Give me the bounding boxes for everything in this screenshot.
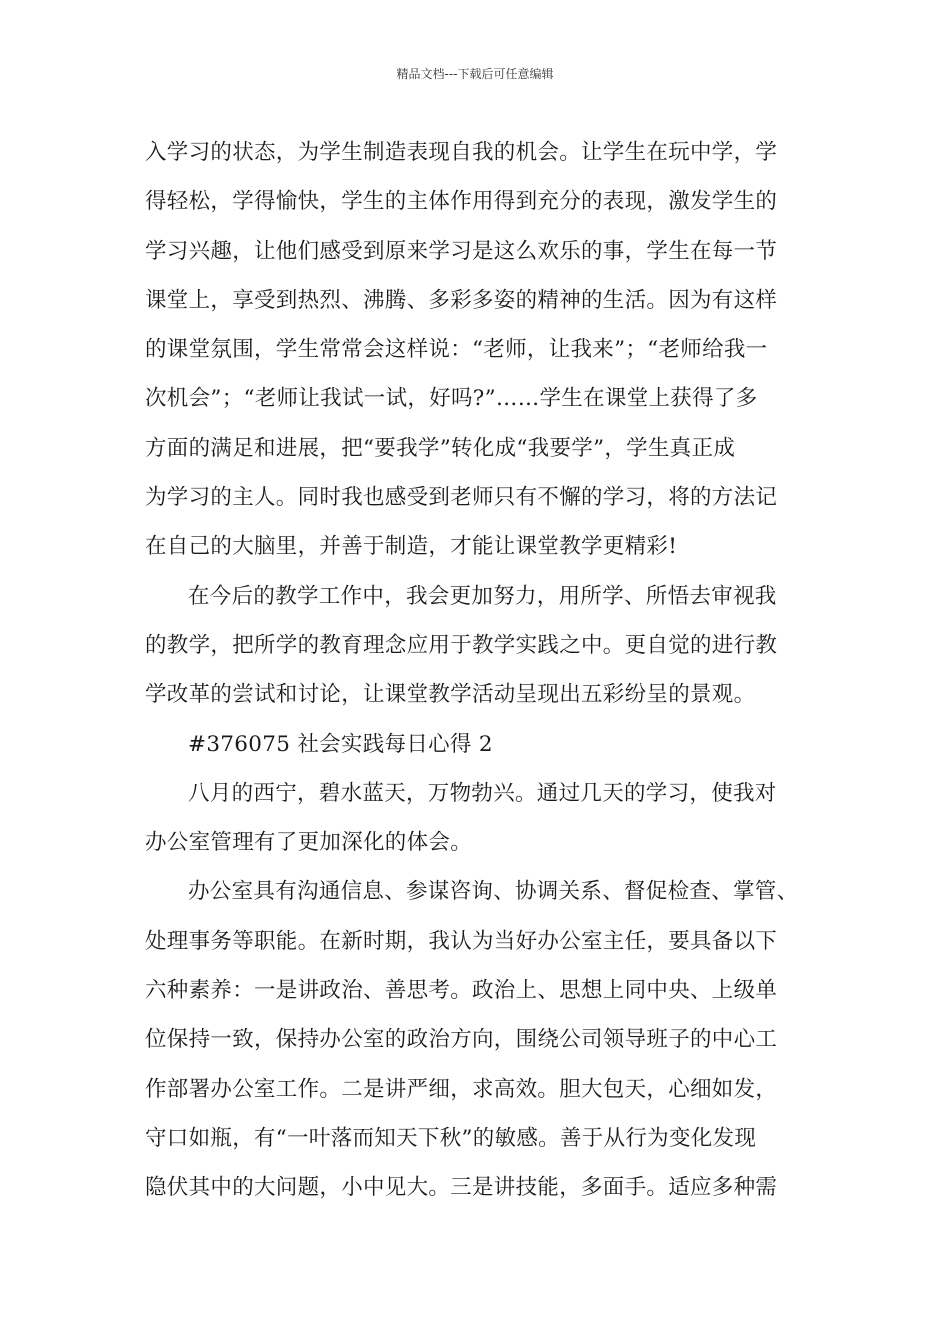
text-line: 守口如瓶，有“一叶落而知天下秋”的敏感。善于从行为变化发现 (145, 1125, 757, 1151)
text-line: 课堂上，享受到热烈、沸腾、多彩多姿的精神的生活。因为有这样 (145, 287, 778, 313)
text-line: 办公室管理有了更加深化的体会。 (145, 830, 473, 856)
text-line: 处理事务等职能。在新时期，我认为当好办公室主任，要具备以下 (145, 928, 778, 954)
text-line: 作部署办公室工作。二是讲严细，求高效。胆大包天，心细如发， (145, 1076, 778, 1102)
text-line: 的教学，把所学的教育理念应用于教学实践之中。更自觉的进行教 (145, 632, 778, 658)
text-line: 六种素养：一是讲政治、善思考。政治上、思想上同中央、上级单 (145, 978, 778, 1004)
text-line: 为学习的主人。同时我也感受到老师只有不懈的学习，将的方法记 (145, 485, 778, 511)
paragraph-start-line: 在今后的教学工作中，我会更加努力，用所学、所悟去审视我 (188, 583, 777, 609)
text-line: 的课堂氛围，学生常常会这样说：“老师，让我来”；“老师给我一 (145, 337, 768, 363)
text-line: 得轻松，学得愉快，学生的主体作用得到充分的表现，激发学生的 (145, 189, 778, 215)
text-line: 入学习的状态，为学生制造表现自我的机会。让学生在玩中学，学 (145, 140, 778, 165)
text-line: 在自己的大脑里，并善于制造，才能让课堂教学更精彩! (145, 534, 678, 560)
paragraph-start-line: 八月的西宁，碧水蓝天，万物勃兴。通过几天的学习，使我对 (188, 780, 777, 806)
text-line: 学习兴趣，让他们感受到原来学习是这么欢乐的事，学生在每一节 (145, 238, 778, 264)
text-line: 方面的满足和进展，把“要我学”转化成“我要学”，学生真正成 (145, 435, 736, 461)
section-heading: #376075 社会实践每日心得 2 (188, 731, 493, 757)
document-body (145, 128, 835, 1213)
text-line: 隐伏其中的大问题，小中见大。三是讲技能，多面手。适应多种需 (145, 1175, 778, 1201)
text-line: 次机会”；“老师让我试一试，好吗?”……学生在课堂上获得了多 (145, 386, 758, 412)
text-line: 学改革的尝试和讨论，让课堂教学活动呈现出五彩纷呈的景观。 (145, 682, 756, 708)
page-header: 精品文档---下载后可任意编辑 (396, 67, 554, 81)
text-line: 位保持一致，保持办公室的政治方向，围绕公司领导班子的中心工 (145, 1027, 778, 1053)
paragraph-start-line: 办公室具有沟通信息、参谋咨询、协调关系、督促检查、掌管、 (188, 879, 799, 905)
